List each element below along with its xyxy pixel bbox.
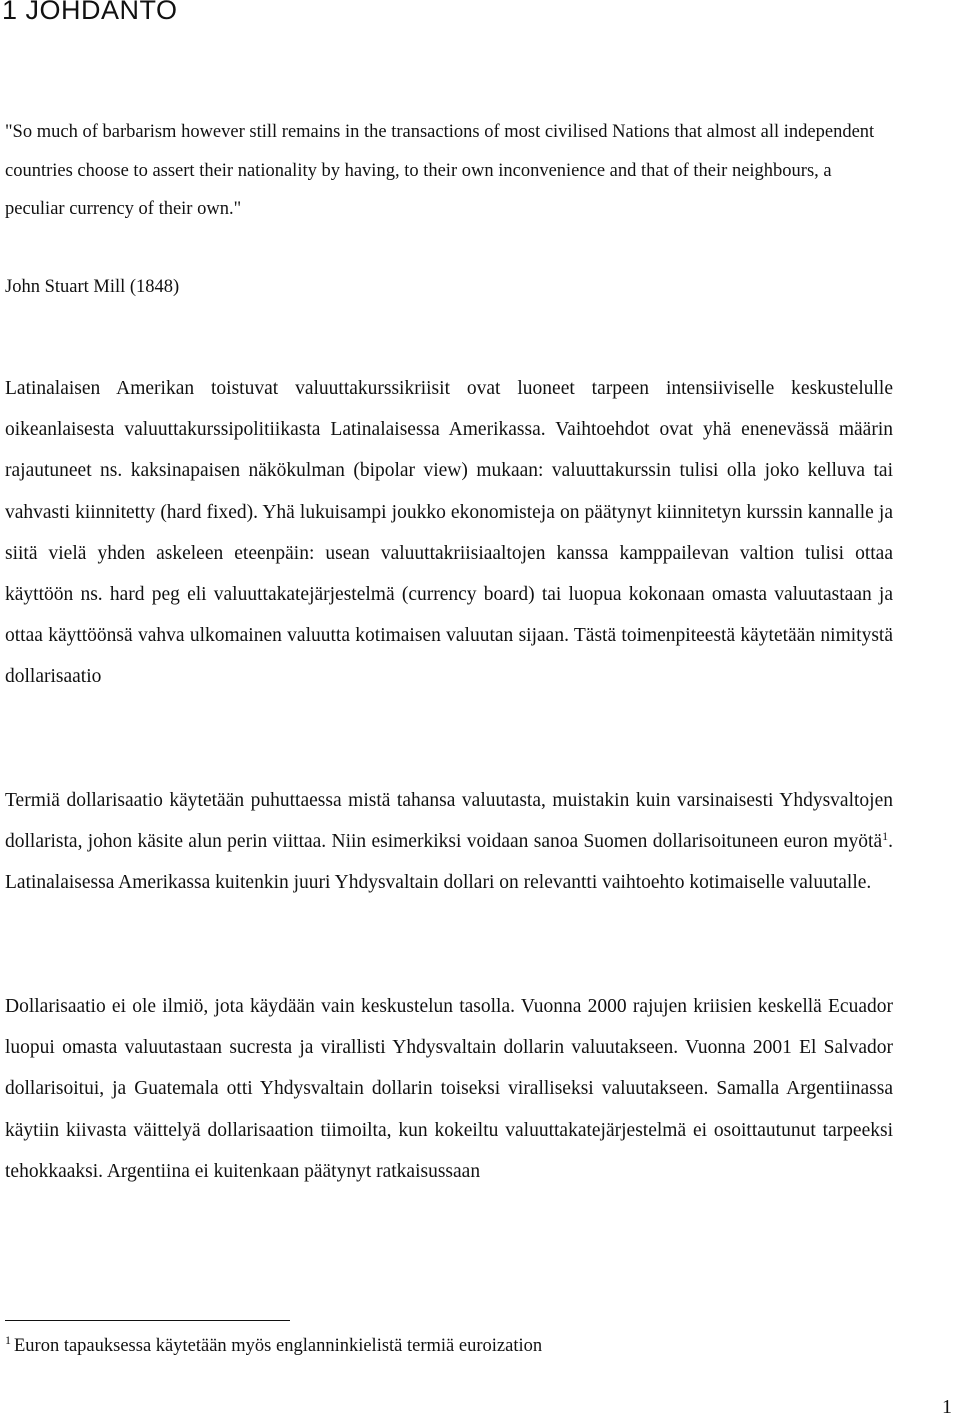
paragraph-2-text-a: Termiä dollarisaatio käytetään puhuttaessa mistä tahansa valuutasta, muistakin kuin varsinaisesti Yhdysvaltojen dollarista, johon käsite alun perin viittaa. Niin esimerkiksi voidaan sanoa Suomen dollarisoituneen euron myötä: [5, 790, 893, 853]
footnote-separator: [5, 1320, 290, 1321]
footnote-reference[interactable]: 1: [882, 829, 889, 844]
paragraph-2: [5, 780, 893, 904]
paragraph-3: Dollarisaatio ei ole ilmiö, jota käydään vain keskustelun tasolla. Vuonna 2000 rajujen kriisien keskellä Ecuador luopui omasta valuutastaan sucresta ja virallisti Yhdysvaltain dollarin valuutakseen. Vuonna 2001 El Salvador dollarisoitui, ja Guatemala otti Yhdysvaltain dollarin toiseksi viralliseksi valuutakseen. Samalla Argentiinassa käytiin kiivasta väittelyä dollarisaation tiimoilta, kun kokeiltu valuuttakatejärjestelmä ei osoittautunut tarpeeksi tehokkaaksi. Argentiina ei kuitenkaan päätynyt ratkaisussaan: [5, 996, 893, 1182]
quote-attribution: John Stuart Mill (1848): [5, 277, 180, 297]
paragraph-1: Latinalaisen Amerikan toistuvat valuuttakurssikriisit ovat luoneet tarpeen intensiiviselle keskustelulle oikeanlaisesta valuuttakurssipolitiikasta Latinalaisessa Amerikassa. Vaihtoehdot ovat yhä enenevässä määrin rajautuneet ns. kaksinapaisen näkökulman (bipolar view) mukaan: valuuttakurssin tulisi olla joko kelluva tai vahvasti kiinnitetty (hard fixed). Yhä lukuisampi joukko ekonomisteja on päätynyt kiinnitetyn kurssin kannalle ja siitä vielä yhden askeleen eteenpäin: usean valuuttakriisiaaltojen kanssa kamppailevan valtion tulisi ottaa käyttöön ns. hard peg eli valuuttakatejärjestelmä (currency board) tai luopua kokonaan omasta valuutastaan ja ottaa käyttöönsä vahva ulkomainen valuutta kotimaisen valuutan sijaan. Tästä toimenpiteestä käytetään nimitystä dollarisaatio: [5, 378, 893, 688]
footnote: [5, 1332, 542, 1360]
paragraph-2-text-b: . Latinalaisessa Amerikassa kuitenkin juuri Yhdysvaltain dollari on relevantti vaihtoehto kotimaiselle valuutalle.: [5, 831, 893, 894]
page-number: 1: [942, 1396, 952, 1418]
footnote-number: 1: [5, 1333, 11, 1347]
footnote-text: Euron tapauksessa käytetään myös englanninkielistä termiä euroization: [14, 1336, 543, 1356]
chapter-heading: 1 JOHDANTO: [2, 0, 178, 25]
epigraph-quote: "So much of barbarism however still remains in the transactions of most civilised Nations that almost all independent countries choose to assert their nationality by having, to their own inconvenience and that of their neighbours, a peculiar currency of their own.": [5, 122, 875, 219]
